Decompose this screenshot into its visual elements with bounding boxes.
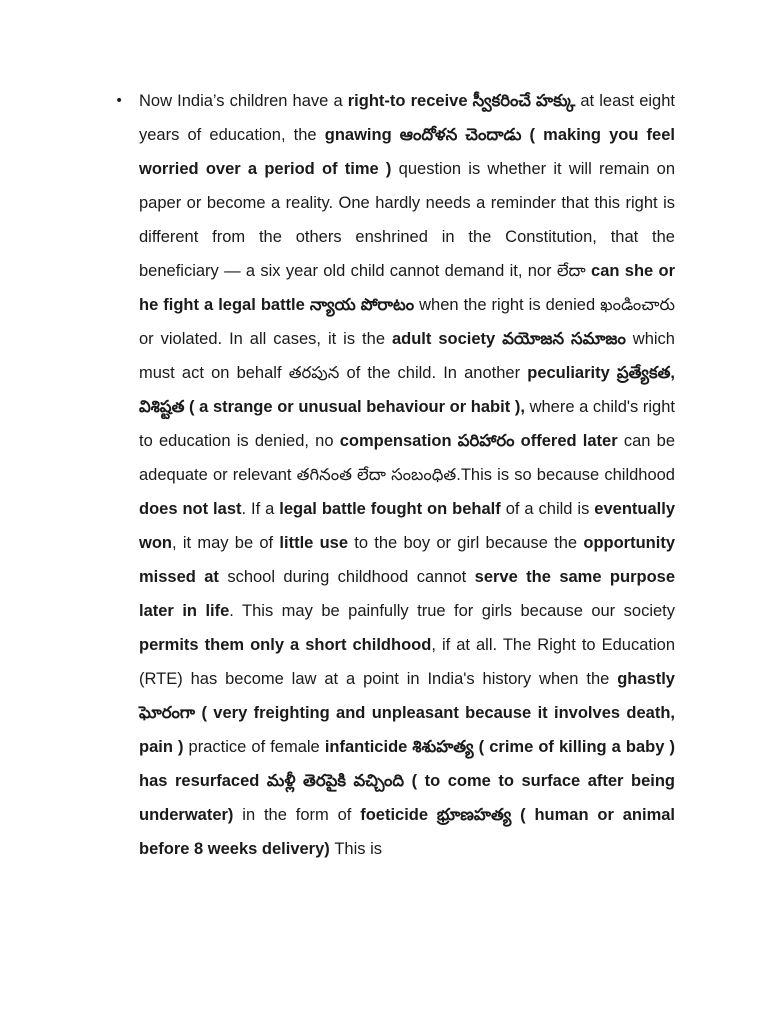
text-segment: at least eight years of education, the [139,92,675,144]
text-segment: which must act on behalf తరపున of the child. In another [139,330,675,382]
bold-text-segment: adult society వయోజన సమాజం [391,330,626,348]
bold-text-segment: compensation పరిహారం offered later [339,432,618,450]
text-segment: question is whether it will remain on paper or become a reality. One hardly needs a reminder that this right is different from the others enshrined in the Constitution, that the beneficiary — a six year old child cannot demand it, nor లేదా [139,160,676,280]
bold-text-segment: opportunity missed at [139,534,676,586]
text-segment: when the right is denied ఖండించారు or violated. In all cases, it is the [139,296,675,348]
text-segment: . This may be painfully true for girls because our society [229,602,675,620]
text-segment: to the boy or girl because the [348,534,584,552]
text-segment: , it may be of [172,534,280,552]
bold-text-segment: gnawing ఆందోళన చెందాడు ( making you feel worried over a period of time ) [139,126,675,178]
text-segment: can be adequate or relevant తగినంత లేదా సంబంధిత.This is so because childhood [139,432,676,484]
bullet-paragraph [139,84,675,866]
bold-text-segment: little use [279,534,349,552]
text-segment: in the form of [233,806,361,824]
bullet-point: • [115,93,124,109]
text-segment: where a child's right to education is denied, no [139,398,675,450]
bold-text-segment: eventually won [139,500,676,552]
text-segment: This is [329,840,383,858]
bold-text-segment: foeticide భ్రూణహత్య ( human or animal before 8 weeks delivery) [139,806,675,858]
text-segment: , if at all. The Right to Education (RTE) has become law at a point in India's history when the [139,636,676,688]
text-segment: school during childhood cannot [218,568,475,586]
bold-text-segment: legal battle fought on behalf [279,500,501,518]
bold-text-segment: can she or he fight a legal battle న్యాయ పోరాటం [139,262,675,314]
bold-text-segment: does not last [139,500,242,518]
bold-text-segment: ghastly ఘోరంగా ( very freighting and unpleasant because it involves death, pain ) [139,670,675,756]
bold-text-segment: peculiarity ప్రత్యేకత, విశిష్టత ( a strange or unusual behaviour or habit ), [139,364,675,416]
bold-text-segment: serve the same purpose later in life [139,568,676,620]
bold-text-segment: infanticide శిశుహత్య ( crime of killing a baby ) has resurfaced మళ్లీ తెరపైకి వచ్చింది ( to come to surface after being underwater) [139,738,675,824]
bold-text-segment: right-to receive స్వీకరించే హక్కు [347,92,576,110]
text-segment: Now India’s children have a [139,92,348,110]
text-segment: practice of female [183,738,325,756]
text-segment: of a child is [500,500,595,518]
bold-text-segment: permits them only a short childhood [139,636,432,654]
text-segment: . If a [241,500,280,518]
